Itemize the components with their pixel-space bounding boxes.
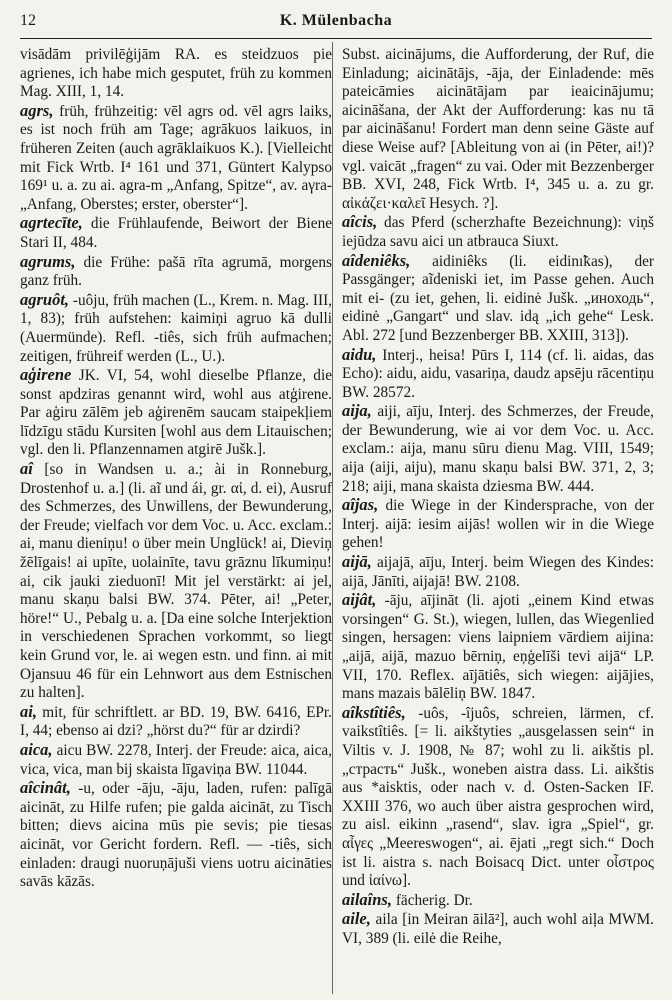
entry-text: Interj., heisa! Pūrs I, 114 (cf. li. aidas, das Echo): aidu, aidu, vasariņa, daudz apsēju rācentiņu BW. 28572. <box>342 346 654 401</box>
dictionary-entry <box>342 553 654 591</box>
entry-headword: ailaîns, <box>342 889 392 909</box>
entry-headword: aîcis, <box>342 212 378 232</box>
dictionary-entry <box>342 891 654 911</box>
entry-headword: aîkstîtiês, <box>342 702 406 722</box>
entry-headword: aģirene <box>20 365 72 385</box>
dictionary-entry <box>20 460 332 703</box>
dictionary-entry <box>20 366 332 460</box>
dictionary-entry <box>20 214 332 252</box>
entry-text: -u, oder -āju, -āju, laden, rufen: palīgā aicināt, zu Hilfe rufen; pie galda aicināt, zu Tisch bitten; dievs aicina mūs pie sevis; pie tiesas aicināt, vor Gericht fordern. Refl. — -tiês, sich einladen: draugi nuoruņājuši viens uotru aicināties savās kāzās. <box>20 780 332 891</box>
page-header <box>20 8 652 34</box>
entry-headword: aîdeniêks, <box>342 250 411 270</box>
dictionary-entry <box>20 46 332 102</box>
header-rule <box>20 38 652 39</box>
right-column <box>342 46 654 996</box>
left-column <box>20 46 332 996</box>
page-number: 12 <box>20 12 36 29</box>
entry-text: [so in Wandsen u. a.; ài in Ronneburg, Drostenhof u. a.] (li. aĩ und ái, gr. αἰ, d. ei), Ausruf des Schmerzes, des Unwillens, der Bewunderung, der Freude; vielfach vor dem Voc. u. Acc. exclam.: ai, manu dieniņu! o über mein Unglück! ai, Dieviņ žēlīgais! ai upīte, uolainīte, tavu grāznu līkumiņu! ai, cik jauki zieduonī! Mit jel verstärkt: ai jel, manu skaņu balsi BW. 374. Pēter, ai! „Peter, höre!“ U., Pebalg u. a. [Da eine solche Interjektion in verschiedenen Sprachen vorkommt, so liegt kein Grund vor, le. ai wegen estn. und finn. ai mit Ojansuu 46 für ein Lehnwort aus dem Estnischen zu halten]. <box>20 461 332 702</box>
dictionary-entry <box>20 779 332 892</box>
dictionary-entry <box>342 496 654 553</box>
entry-headword: agrs, <box>20 100 54 120</box>
entry-headword: agrtecīte, <box>20 213 83 233</box>
entry-headword: agruôt, <box>20 289 70 309</box>
dictionary-entry <box>20 291 332 366</box>
entry-text: die Wiege in der Kindersprache, von der Interj. aijā: iesim aijās! wollen wir in die Wiege gehen! <box>342 497 654 552</box>
column-divider <box>332 42 333 994</box>
entry-text: -uôs, -îjuôs, schreien, lärmen, cf. vaikstîtiês. [= li. aikštyties „ausgelassen sein“ in Viltis v. J. 1908, № 87; wohl zu li. aikštis pl. „страсть“ Jušk., woneben aistra dass. Li. aikštis aus *aisktis, oder nach v. d. Osten-Sacken IF. XXIII 376, wo auch über aistra gesprochen wird, zu aisl. eikinn „rasend“, slav. igra „Spiel“, gr. αἶγες „Meereswogen“, ai. ējati „regt sich.“ Doch ist li. aistra s. nach Boisacq Dict. unter οἶστρος und ἰαίνω]. <box>342 704 654 890</box>
entry-text: fächerig. Dr. <box>395 891 473 909</box>
entry-text: aila [in Meiran āilā²], auch wohl aiļa MWM. VI, 389 (li. eilė die Reihe, <box>342 911 654 947</box>
entry-text: aijajā, aīju, Interj. beim Wiegen des Kindes: aijā, Jānīti, aijajā! BW. 2108. <box>342 554 654 590</box>
entry-headword: aija, <box>342 401 372 421</box>
entry-text: die Frühe: pašā rīta agrumā, morgens ganz früh. <box>20 253 332 290</box>
dictionary-entry <box>342 704 654 891</box>
entry-headword: aîjas, <box>342 495 379 515</box>
entry-headword: aidu, <box>342 344 377 364</box>
entry-headword: agrums, <box>20 251 76 271</box>
entry-headword: aijât, <box>342 590 377 610</box>
running-title: K. Mülenbacha <box>279 12 393 29</box>
entry-text: aiji, aīju, Interj. des Schmerzes, der Freude, der Bewunderung, wie ai vor dem Voc. u. Acc. exclam.: aija, manu sūru dienu Mag. VIII, 1549; aija (aiji, aiju), manu skaņu balsi BW. 371, 2, 3; 218; aiji, mana skaista dziesma BW. 444. <box>342 403 654 495</box>
entry-headword: aîcinât, <box>20 778 71 798</box>
dictionary-entry <box>342 402 654 496</box>
entry-text: früh, frühzeitig: vēl agrs od. vēl agrs laiks, es ist noch früh am Tage; agrākuos laikuos, in früheren Zeiten (auch agrāklaikuos K.). [Vielleicht mit Fick Wrtb. I⁴ 161 und 371, Güntert Kalypso 169¹ u. a. zu ai. agra-m „Anfang, Spitze“, av. aγra- „Anfang, Oberstes; erster, oberster“]. <box>20 102 332 213</box>
dictionary-entry <box>342 346 654 403</box>
entry-text: aicu BW. 2278, Interj. der Freude: aica, aica, vica, vica, man bij skaista līgaviņa BW. 11044. <box>20 741 332 778</box>
entry-text: JK. VI, 54, wohl dieselbe Pflanze, die sonst apdziras genannt wird, wohl aus atģirene. Par aģiru zālēm jeb aģirenēm saucam staipekļiem līdzīgu stādu Kursiten [wohl aus dem Litauischen; vgl. den li. Pflanzennamen atgirē Jušk.]. <box>20 367 332 459</box>
dictionary-entry <box>342 213 654 251</box>
dictionary-entry <box>20 102 332 215</box>
entry-headword: ai, <box>20 701 37 721</box>
entry-text: mit, für schriftlett. ar BD. 19, BW. 6416, EPr. I, 44; ebenso ai dzi? „hörst du?“ für ar dzirdi? <box>20 703 332 740</box>
entry-headword: aî <box>20 459 33 479</box>
entry-headword: aijā, <box>342 552 372 572</box>
entry-text: das Pferd (scherzhafte Bezeichnung): viņš iejūdza savu aici un atbrauca Siuxt. <box>342 214 654 250</box>
entry-headword: aile, <box>342 909 371 929</box>
dictionary-entry <box>342 910 654 948</box>
dictionary-entry <box>20 703 332 741</box>
entry-text: Subst. aicinājums, die Aufforderung, der Ruf, die Einladung; aicinātājs, -āja, der Einladende: mēs pateicāmies aicinātājam par ieaicinājumu; aicināšana, der Akt der Aufforderung: kas nu tā par aicināšanu! Fordert man denn seine Gäste auf diese Weise auf? [Ableitung von ai (in Pēter, ai!)? vgl. vaicāt „fragen“ zu vai. Oder mit Bezzenberger BB. XVI, 248, Fick Wrtb. I⁴, 345 u. a. zu gr. αἰκάζει·καλεῖ Hesych. ?]. <box>342 46 654 212</box>
entry-text: die Frühlaufende, Beiwort der Biene Stari II, 484. <box>20 215 332 251</box>
entry-text: visādām privilēģijām RA. es steidzuos pie agrienes, ich habe mich gesputet, früh zu kommen Mag. XIII, 1, 14. <box>20 46 332 101</box>
entry-text: -āju, aījināt (li. ajoti „einem Kind etwas vorsingen“ G. St.), wiegen, lullen, das Wiegenlied singen, hersagen: viens laipniem vārdiem aijina: „aijā, aijā, mazuo bērniņ, eņģelīši tevi aijā“ LP. VII, 170. Reflex. aījātiês, sich wiegen: aijājies, mans mazais bālēliņ BW. 1847. <box>342 592 654 703</box>
entry-text: -uôju, früh machen (L., Krem. n. Mag. III, 1, 83); früh aufstehen: kaimiņi agruo kā dulli (Auermünde). Refl. -tiês, sich früh aufmachen; zeitigen, frühreif werden (L., U.). <box>20 291 332 365</box>
dictionary-entry <box>342 252 654 346</box>
dictionary-entry <box>342 591 654 704</box>
dictionary-entry <box>20 741 332 779</box>
entry-text: aidiniêks (li. eidinı̃kas), der Passgänger; aĩdeniski iet, im Passe gehen. Auch mit ei- (zu iet, gehen, li. eidinė Jušk. „иноходь“, eidinė „Gangart“ und slav. idą „ich gehe“ Lesk. Abl. 272 [und Bezzenberger BB. XXIII, 313]). <box>342 252 654 344</box>
entry-headword: aica, <box>20 739 53 759</box>
dictionary-entry <box>20 253 332 291</box>
dictionary-entry <box>342 46 654 213</box>
